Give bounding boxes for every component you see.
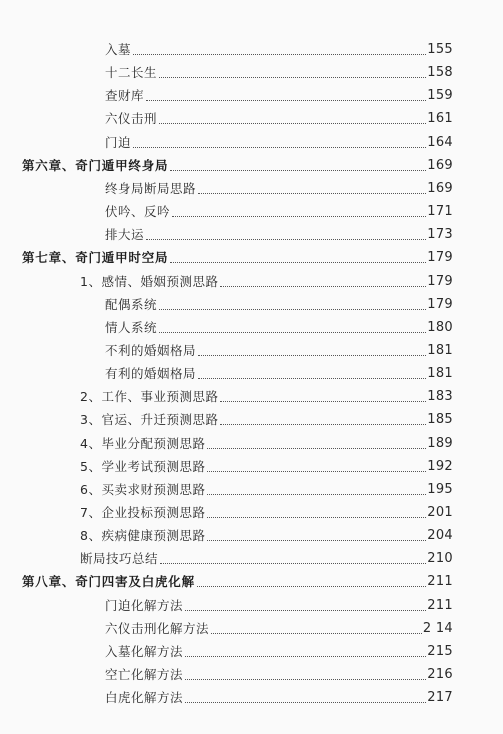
toc-page-number: 173	[427, 227, 453, 243]
toc-entry-row[interactable]	[105, 177, 453, 197]
toc-entry-title: 第八章、奇门四害及白虎化解	[22, 574, 195, 590]
dot-leader	[220, 424, 426, 425]
toc-page-number: 169	[427, 157, 453, 173]
toc-page-number: 183	[427, 389, 453, 405]
toc-page-number: 180	[427, 319, 453, 335]
toc-entry-title: 2、工作、事业预测思路	[80, 389, 219, 405]
toc-page-number: 158	[427, 65, 453, 81]
toc-page-number: 179	[427, 273, 453, 289]
toc-page-number: 215	[427, 643, 453, 659]
dot-leader	[207, 448, 426, 449]
toc-entry-row[interactable]	[80, 547, 453, 567]
dot-leader	[211, 633, 422, 634]
toc-entry-title: 不利的婚姻格局	[105, 342, 197, 358]
toc-page-number: 169	[427, 180, 453, 196]
dot-leader	[159, 77, 426, 78]
toc-page-number: 185	[427, 412, 453, 428]
toc-entry-title: 查财库	[105, 88, 145, 104]
toc-entry-row[interactable]	[105, 84, 453, 104]
toc-page-number: 181	[427, 366, 453, 382]
toc-entry-title: 门迫化解方法	[105, 597, 184, 613]
toc-entry-title: 六仪击刑化解方法	[105, 620, 210, 636]
dot-leader	[185, 656, 426, 657]
toc-page-number: 204	[427, 528, 453, 544]
toc-entry-title: 1、感情、婚姻预测思路	[80, 273, 219, 289]
toc-entry-title: 4、毕业分配预测思路	[80, 435, 206, 451]
toc-entry-row[interactable]	[80, 524, 453, 544]
dot-leader	[198, 378, 426, 379]
dot-leader	[170, 262, 426, 263]
toc-entry-title: 十二长生	[105, 65, 158, 81]
toc-page-number: 179	[427, 296, 453, 312]
toc-entry-title: 排大运	[105, 227, 145, 243]
toc-entry-row[interactable]	[105, 223, 453, 243]
toc-entry-title: 六仪击刑	[105, 111, 158, 127]
toc-entry-row[interactable]	[80, 408, 453, 428]
toc-page-number: 195	[427, 481, 453, 497]
toc-page-number: 192	[427, 458, 453, 474]
dot-leader	[220, 286, 426, 287]
toc-entry-row[interactable]	[105, 61, 453, 81]
dot-leader	[146, 100, 426, 101]
toc-entry-row[interactable]	[80, 501, 453, 521]
dot-leader	[133, 54, 426, 55]
toc-entry-title: 断局技巧总结	[80, 551, 159, 567]
dot-leader	[159, 123, 426, 124]
toc-entry-row[interactable]	[105, 663, 453, 683]
toc-entry-title: 3、官运、升迁预测思路	[80, 412, 219, 428]
toc-entry-title: 6、买卖求财预测思路	[80, 481, 206, 497]
toc-entry-row[interactable]	[80, 270, 453, 290]
toc-entry-title: 配偶系统	[105, 296, 158, 312]
toc-page-number: 155	[427, 42, 453, 57]
toc-entry-title: 有利的婚姻格局	[105, 366, 197, 382]
toc-page-number: 179	[427, 250, 453, 266]
dot-leader	[207, 471, 426, 472]
toc-page-number: 201	[427, 505, 453, 520]
toc-chapter-row[interactable]	[22, 246, 453, 266]
toc-entry-row[interactable]	[105, 200, 453, 220]
toc-chapter-row[interactable]	[22, 154, 453, 174]
toc-entry-row[interactable]	[105, 640, 453, 660]
toc-entry-row[interactable]	[105, 107, 453, 127]
dot-leader	[159, 332, 426, 333]
toc-entry-title: 8、疾病健康预测思路	[80, 528, 206, 544]
toc-entry-title: 情人系统	[105, 319, 158, 335]
toc-entry-row[interactable]	[105, 362, 453, 382]
toc-entry-title: 伏吟、反吟	[105, 204, 171, 220]
toc-entry-row[interactable]	[80, 432, 453, 452]
toc-entry-title: 第六章、奇门遁甲终身局	[22, 157, 169, 173]
toc-entry-row[interactable]	[105, 594, 453, 614]
toc-entry-title: 门迫	[105, 134, 132, 150]
dot-leader	[198, 355, 426, 356]
toc-entry-row[interactable]	[80, 455, 453, 475]
dot-leader	[159, 309, 426, 310]
dot-leader	[160, 563, 426, 564]
dot-leader	[185, 610, 426, 611]
dot-leader	[220, 401, 426, 402]
dot-leader	[146, 239, 426, 240]
dot-leader	[185, 679, 426, 680]
toc-page-number: 217	[427, 690, 453, 706]
toc-page-number: 171	[427, 204, 453, 220]
dot-leader	[197, 586, 426, 587]
toc-entry-title: 空亡化解方法	[105, 667, 184, 683]
toc-page-number: 159	[427, 88, 453, 104]
toc-page-number: 161	[427, 111, 453, 127]
toc-entry-row[interactable]	[105, 38, 453, 58]
toc-page-number: 210	[427, 551, 453, 567]
toc-entry-row[interactable]	[105, 316, 453, 336]
toc-chapter-row[interactable]	[22, 570, 453, 590]
dot-leader	[207, 494, 426, 495]
toc-entry-title: 入墓化解方法	[105, 643, 184, 659]
toc-entry-title: 白虎化解方法	[105, 690, 184, 706]
toc-entry-row[interactable]	[105, 339, 453, 359]
toc-entry-title: 7、企业投标预测思路	[80, 505, 206, 520]
toc-entry-title: 终身局断局思路	[105, 180, 197, 196]
toc-entry-row[interactable]	[105, 617, 453, 637]
toc-page-number: 211	[427, 574, 453, 590]
toc-entry-row[interactable]	[105, 686, 453, 706]
toc-entry-title: 第七章、奇门遁甲时空局	[22, 250, 169, 266]
toc-entry-title: 5、学业考试预测思路	[80, 458, 206, 474]
toc-page-number: 2 14	[422, 620, 453, 636]
toc-entry-title: 入墓	[105, 42, 132, 57]
dot-leader	[198, 193, 426, 194]
toc-entry-row[interactable]	[80, 478, 453, 498]
dot-leader	[133, 147, 426, 148]
toc-page-number: 211	[427, 597, 453, 613]
toc-page-number: 181	[427, 342, 453, 358]
toc-page-number: 216	[427, 667, 453, 683]
toc-page-number: 189	[427, 435, 453, 451]
toc-entry-row[interactable]	[80, 385, 453, 405]
dot-leader	[172, 216, 426, 217]
dot-leader	[170, 170, 426, 171]
toc-entry-row[interactable]	[105, 293, 453, 313]
toc-page-number: 164	[427, 134, 453, 150]
dot-leader	[207, 540, 426, 541]
dot-leader	[207, 517, 426, 518]
toc-entry-row[interactable]	[105, 131, 453, 151]
dot-leader	[185, 702, 426, 703]
